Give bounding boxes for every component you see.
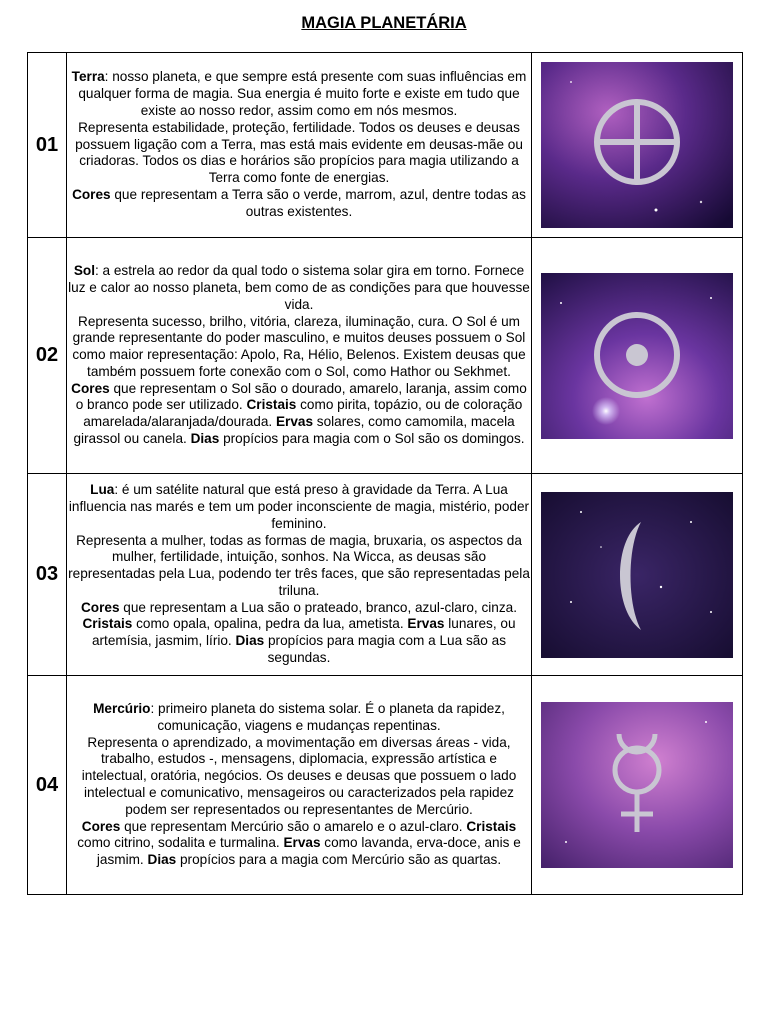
mercury-symbol-icon: [541, 702, 733, 868]
ervas-text: lunares, ou artemísia, jasmim, lírio.: [91, 616, 516, 649]
table-row: [28, 474, 743, 676]
term-text: : é um satélite natural que está preso à gravidade da Terra. A Lua influencia nas marés e tem um poder inconsciente de magia, mistério, poder feminino.: [68, 482, 530, 531]
symbol-image-cell: [532, 238, 743, 474]
dias-text: propícios para a magia com Mercúrio são as quartas.: [176, 852, 502, 868]
term-text: : a estrela ao redor da qual todo o sistema solar gira em torno. Fornece luz e calor ao nosso planeta, bem como de as condições para que houvesse vida.: [68, 263, 530, 312]
term-text: : primeiro planeta do sistema solar. É o planeta da rapidez, comunicação, viagens e mudanças repentinas.: [150, 701, 505, 733]
dias-text: propícios para magia com a Lua são as segundas.: [264, 633, 507, 666]
cristais-label: Cristais: [82, 616, 133, 632]
dias-label: Dias: [190, 431, 220, 447]
cristais-text: como opala, opalina, pedra da lua, ametista.: [132, 616, 408, 632]
dias-label: Dias: [147, 852, 177, 868]
dias-text: propícios para magia com o Sol são os domingos.: [219, 431, 525, 447]
cores-text: que representam a Lua são o prateado, branco, azul-claro, cinza.: [119, 599, 517, 615]
row-number: 02: [28, 238, 67, 474]
page-title: MAGIA PLANETÁRIA: [301, 14, 467, 32]
ervas-text: solares, como camomila, macela girassol ou canela.: [73, 414, 515, 447]
cores-label: Cores: [80, 599, 120, 615]
cristais-text: como citrino, sodalita e turmalina.: [77, 835, 284, 851]
ervas-label: Ervas: [407, 616, 445, 632]
planet-table: [27, 52, 743, 895]
cores-text: que representam o Sol são o dourado, amarelo, laranja, assim como o branco pode ser utilizado.: [75, 380, 527, 413]
ervas-label: Ervas: [275, 414, 314, 430]
table-row: [28, 238, 743, 474]
cores-label: Cores: [72, 186, 111, 202]
term-label: Terra: [71, 69, 105, 85]
row-description: [67, 238, 532, 474]
cores-text: que representam a Terra são o verde, marrom, azul, dentre todas as outras existentes.: [110, 186, 526, 219]
row-description: [67, 676, 532, 895]
ervas-label: Ervas: [283, 835, 321, 851]
meaning-text: Representa estabilidade, proteção, fertilidade. Todos os deuses e deusas possuem ligação com a Terra, mas está mais evidente em deusas-mãe ou criadoras. Todos os dias e horários são propícios para magia utilizando a Terra como fonte de energias.: [75, 119, 523, 186]
dias-label: Dias: [235, 633, 265, 649]
meaning-text: Representa o aprendizado, a movimentação em diversas áreas - vida, trabalho, estudos -, mensagens, diplomacia, expressão artística e intelectual, oratória, negócios. Os deuses e deusas que possuem o lado intelectual e comunicativo, mensageiros ou caracterizados pela rapidez podem ser representados ou representantes de Mercúrio.: [81, 734, 517, 817]
symbol-image-cell: [532, 676, 743, 895]
meaning-text: Representa a mulher, todas as formas de magia, bruxaria, os aspectos da mulher, fertilidade, intuição, sonhos. Na Wicca, as deusas são representadas pela Lua, podendo ter três faces, que são representadas pela triluna.: [68, 532, 530, 598]
ervas-text: como lavanda, erva-doce, anis e jasmim.: [96, 835, 521, 868]
row-number: 03: [28, 474, 67, 676]
meaning-text: Representa sucesso, brilho, vitória, clareza, iluminação, cura. O Sol é um grande representante do poder masculino, e muitos deuses possuem o Sol como maior representação: Apolo, Ra, Hélio, Belenos. Existem deusas que também possuem forte conexão com o Sol, como Hathor ou Sekhmet.: [72, 313, 526, 379]
cristais-text: como pirita, topázio, ou de coloração amarelada/alaranjada/dourada.: [83, 397, 523, 430]
term-text: : nosso planeta, e que sempre está presente com suas influências em qualquer forma de magia. Sua energia é muito forte e existe em tudo que existe ao nosso redor, assim como em nós mesmos.: [78, 69, 527, 118]
row-number: 01: [28, 53, 67, 238]
row-number: 04: [28, 676, 67, 895]
term-label: Lua: [90, 482, 115, 498]
term-label: Mercúrio: [93, 701, 151, 717]
symbol-image-cell: [532, 53, 743, 238]
table-row: [28, 676, 743, 895]
row-description: [67, 474, 532, 676]
cristais-label: Cristais: [466, 818, 517, 834]
symbol-image-cell: [532, 474, 743, 676]
cristais-label: Cristais: [246, 397, 297, 413]
table-row: [28, 53, 743, 238]
moon-symbol-icon: [541, 492, 733, 658]
row-description: [67, 53, 532, 238]
cores-label: Cores: [81, 818, 121, 834]
sun-symbol-icon: [541, 273, 733, 439]
cores-text: que representam Mercúrio são o amarelo e o azul-claro.: [120, 818, 467, 834]
term-label: Sol: [73, 263, 95, 279]
earth-symbol-icon: [541, 62, 733, 228]
cores-label: Cores: [71, 380, 110, 396]
